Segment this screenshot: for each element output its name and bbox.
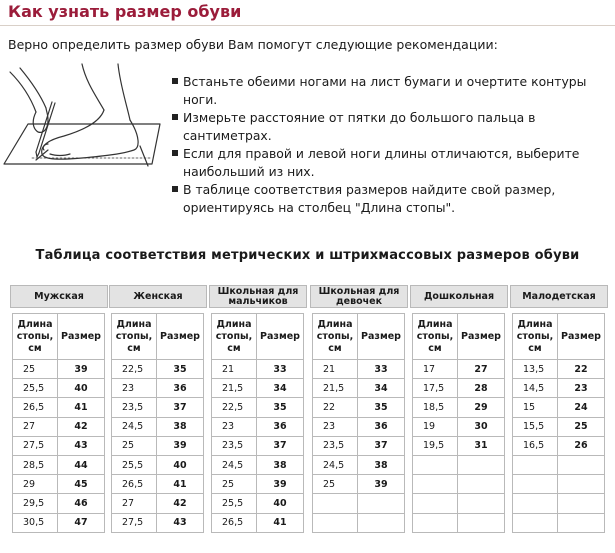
shoe-size-cell: 37 <box>157 398 204 417</box>
tip-text: В таблице соответствия размеров найдите свой размер, ориентируясь на столбец "Длина стопы". <box>183 182 556 215</box>
foot-length-cell: 23,5 <box>313 436 358 455</box>
table-row <box>513 475 605 494</box>
table-row <box>413 360 505 379</box>
shoe-size-cell <box>458 513 505 532</box>
size-table-title: Таблица соответствия метрических и штрихмассовых размеров обуви <box>35 248 580 263</box>
table-row <box>212 417 304 436</box>
table-row <box>212 436 304 455</box>
shoe-size-cell: 27 <box>458 360 505 379</box>
foot-length-cell: 14,5 <box>513 379 558 398</box>
shoe-size-cell <box>458 494 505 513</box>
shoe-size-cell: 41 <box>157 475 204 494</box>
shoe-size-cell: 35 <box>358 398 405 417</box>
table-row <box>112 455 204 474</box>
shoe-size-cell: 35 <box>157 360 204 379</box>
bullet-icon <box>172 150 178 156</box>
shoe-size-cell: 38 <box>257 455 304 474</box>
shoe-size-cell: 29 <box>458 398 505 417</box>
column-header-length: Длина стопы, см <box>513 314 558 360</box>
list-item <box>172 73 612 108</box>
shoe-size-cell: 40 <box>58 379 105 398</box>
size-table <box>412 313 505 533</box>
column-header-length: Длина стопы, см <box>313 314 358 360</box>
table-row <box>313 455 405 474</box>
shoe-size-cell: 33 <box>358 360 405 379</box>
column-header-size: Размер <box>157 314 204 360</box>
foot-length-cell: 15,5 <box>513 417 558 436</box>
foot-length-cell: 24,5 <box>212 455 257 474</box>
table-row <box>313 379 405 398</box>
shoe-size-cell: 41 <box>58 398 105 417</box>
size-group <box>410 285 508 452</box>
table-row <box>513 494 605 513</box>
foot-length-cell: 23 <box>212 417 257 436</box>
table-row <box>413 379 505 398</box>
table-row <box>313 360 405 379</box>
group-header: Малодетская <box>510 285 608 308</box>
foot-length-cell: 13,5 <box>513 360 558 379</box>
table-row <box>413 436 505 455</box>
shoe-size-cell: 37 <box>257 436 304 455</box>
table-row <box>212 379 304 398</box>
size-table <box>211 313 304 533</box>
shoe-size-cell: 35 <box>257 398 304 417</box>
foot-length-cell: 18,5 <box>413 398 458 417</box>
table-row <box>313 417 405 436</box>
shoe-size-cell <box>558 494 605 513</box>
shoe-size-cell: 39 <box>358 475 405 494</box>
foot-length-cell: 23 <box>313 417 358 436</box>
table-row <box>112 436 204 455</box>
tip-text: Если для правой и левой ноги длины отличаются, выберите наибольший из них. <box>183 146 580 179</box>
foot-length-cell: 28,5 <box>13 455 58 474</box>
table-row <box>212 494 304 513</box>
shoe-size-cell: 40 <box>157 455 204 474</box>
title-divider <box>0 25 615 26</box>
column-header-size: Размер <box>458 314 505 360</box>
foot-length-cell: 27,5 <box>13 436 58 455</box>
column-header-length: Длина стопы, см <box>13 314 58 360</box>
group-header: Школьная для мальчиков <box>209 285 307 308</box>
foot-length-cell: 22,5 <box>112 360 157 379</box>
foot-length-cell <box>513 455 558 474</box>
shoe-size-cell <box>458 475 505 494</box>
shoe-size-cell: 38 <box>157 417 204 436</box>
size-table <box>12 313 105 533</box>
shoe-size-cell: 30 <box>458 417 505 436</box>
table-row <box>413 513 505 532</box>
size-table <box>312 313 405 533</box>
foot-length-cell: 21 <box>313 360 358 379</box>
shoe-size-cell: 45 <box>58 475 105 494</box>
table-row <box>313 494 405 513</box>
shoe-size-cell: 41 <box>257 513 304 532</box>
foot-length-cell: 22 <box>313 398 358 417</box>
bullet-icon <box>172 78 178 84</box>
table-row <box>112 379 204 398</box>
shoe-size-cell: 38 <box>358 455 405 474</box>
shoe-size-cell <box>558 455 605 474</box>
size-table <box>111 313 204 533</box>
size-group <box>10 285 108 529</box>
foot-length-cell: 19,5 <box>413 436 458 455</box>
foot-length-cell: 25,5 <box>13 379 58 398</box>
foot-length-cell: 25,5 <box>112 455 157 474</box>
shoe-size-cell: 22 <box>558 360 605 379</box>
shoe-size-cell: 47 <box>58 513 105 532</box>
foot-length-cell <box>413 455 458 474</box>
foot-length-cell <box>413 494 458 513</box>
shoe-size-cell <box>558 475 605 494</box>
group-header: Женская <box>109 285 207 308</box>
foot-length-cell: 16,5 <box>513 436 558 455</box>
shoe-size-cell: 36 <box>358 417 405 436</box>
column-header-length: Длина стопы, см <box>413 314 458 360</box>
table-row <box>13 494 105 513</box>
foot-length-cell: 25 <box>13 360 58 379</box>
intro-text: Верно определить размер обуви Вам помогут следующие рекомендации: <box>8 37 498 52</box>
column-header-size: Размер <box>358 314 405 360</box>
shoe-size-cell: 43 <box>58 436 105 455</box>
foot-length-cell: 15 <box>513 398 558 417</box>
shoe-size-cell: 36 <box>157 379 204 398</box>
table-row <box>112 417 204 436</box>
shoe-size-cell: 39 <box>257 475 304 494</box>
foot-length-cell: 29,5 <box>13 494 58 513</box>
table-row <box>413 494 505 513</box>
table-row <box>313 513 405 532</box>
table-row <box>112 398 204 417</box>
table-row <box>13 379 105 398</box>
foot-length-cell: 23 <box>112 379 157 398</box>
foot-length-cell: 19 <box>413 417 458 436</box>
shoe-size-cell: 42 <box>157 494 204 513</box>
column-header-length: Длина стопы, см <box>112 314 157 360</box>
shoe-size-cell: 39 <box>157 436 204 455</box>
shoe-size-cell: 46 <box>58 494 105 513</box>
table-row <box>513 417 605 436</box>
shoe-size-cell: 44 <box>58 455 105 474</box>
table-row <box>513 455 605 474</box>
table-row <box>112 360 204 379</box>
shoe-size-cell: 25 <box>558 417 605 436</box>
table-row <box>13 455 105 474</box>
table-row <box>212 455 304 474</box>
table-row <box>212 513 304 532</box>
group-header: Школьная для девочек <box>310 285 408 308</box>
table-row <box>313 436 405 455</box>
foot-length-cell: 17,5 <box>413 379 458 398</box>
table-row <box>313 398 405 417</box>
foot-length-cell: 21,5 <box>212 379 257 398</box>
column-header-size: Размер <box>58 314 105 360</box>
foot-length-cell: 21,5 <box>313 379 358 398</box>
foot-tracing-illustration <box>0 62 168 182</box>
shoe-size-cell: 36 <box>257 417 304 436</box>
table-row <box>112 513 204 532</box>
foot-length-cell <box>513 513 558 532</box>
foot-length-cell: 27,5 <box>112 513 157 532</box>
foot-length-cell <box>413 475 458 494</box>
size-group <box>109 285 207 529</box>
table-row <box>212 360 304 379</box>
foot-length-cell: 30,5 <box>13 513 58 532</box>
recommendations-list <box>172 73 612 217</box>
foot-length-cell: 24,5 <box>313 455 358 474</box>
foot-length-cell: 26,5 <box>212 513 257 532</box>
group-header: Мужская <box>10 285 108 308</box>
shoe-size-cell: 26 <box>558 436 605 455</box>
foot-length-cell <box>513 475 558 494</box>
foot-length-cell <box>513 494 558 513</box>
table-row <box>212 475 304 494</box>
shoe-size-cell: 39 <box>58 360 105 379</box>
foot-length-cell: 21 <box>212 360 257 379</box>
table-row <box>413 475 505 494</box>
foot-length-cell: 25 <box>313 475 358 494</box>
foot-length-cell: 26,5 <box>112 475 157 494</box>
table-row <box>413 417 505 436</box>
table-row <box>212 398 304 417</box>
bullet-icon <box>172 114 178 120</box>
table-row <box>13 417 105 436</box>
table-row <box>13 436 105 455</box>
page-title: Как узнать размер обуви <box>8 2 242 21</box>
list-item <box>172 109 612 144</box>
column-header-length: Длина стопы, см <box>212 314 257 360</box>
table-row <box>413 398 505 417</box>
list-item <box>172 145 612 180</box>
size-group <box>209 285 307 529</box>
shoe-size-cell: 34 <box>257 379 304 398</box>
table-row <box>513 436 605 455</box>
list-item <box>172 181 612 216</box>
foot-length-cell: 22,5 <box>212 398 257 417</box>
size-group <box>310 285 408 490</box>
foot-length-cell: 25 <box>112 436 157 455</box>
table-row <box>13 475 105 494</box>
foot-length-cell: 26,5 <box>13 398 58 417</box>
foot-length-cell <box>413 513 458 532</box>
table-row <box>513 513 605 532</box>
shoe-size-cell: 31 <box>458 436 505 455</box>
foot-length-cell: 23,5 <box>212 436 257 455</box>
table-row <box>13 398 105 417</box>
foot-length-cell: 25,5 <box>212 494 257 513</box>
shoe-size-cell: 24 <box>558 398 605 417</box>
table-row <box>513 379 605 398</box>
column-header-size: Размер <box>257 314 304 360</box>
foot-length-cell <box>313 494 358 513</box>
size-table <box>512 313 605 533</box>
foot-length-cell: 25 <box>212 475 257 494</box>
table-row <box>513 398 605 417</box>
foot-length-cell: 24,5 <box>112 417 157 436</box>
shoe-size-cell <box>458 455 505 474</box>
foot-length-cell: 23,5 <box>112 398 157 417</box>
table-row <box>112 475 204 494</box>
shoe-size-cell: 23 <box>558 379 605 398</box>
table-row <box>413 455 505 474</box>
table-row <box>513 360 605 379</box>
bullet-icon <box>172 186 178 192</box>
shoe-size-cell: 40 <box>257 494 304 513</box>
foot-length-cell: 29 <box>13 475 58 494</box>
shoe-size-cell <box>358 494 405 513</box>
column-header-size: Размер <box>558 314 605 360</box>
foot-length-cell: 17 <box>413 360 458 379</box>
shoe-size-cell: 37 <box>358 436 405 455</box>
shoe-size-cell: 33 <box>257 360 304 379</box>
shoe-size-cell: 42 <box>58 417 105 436</box>
foot-length-cell: 27 <box>112 494 157 513</box>
size-group <box>510 285 608 452</box>
foot-length-cell <box>313 513 358 532</box>
group-header: Дошкольная <box>410 285 508 308</box>
tip-text: Измерьте расстояние от пятки до большого пальца в сантиметрах. <box>183 110 536 143</box>
shoe-size-cell <box>558 513 605 532</box>
tip-text: Встаньте обеими ногами на лист бумаги и очертите контуры ноги. <box>183 74 587 107</box>
shoe-size-cell <box>358 513 405 532</box>
shoe-size-cell: 34 <box>358 379 405 398</box>
shoe-size-cell: 28 <box>458 379 505 398</box>
table-row <box>112 494 204 513</box>
table-row <box>313 475 405 494</box>
table-row <box>13 360 105 379</box>
shoe-size-cell: 43 <box>157 513 204 532</box>
table-row <box>13 513 105 532</box>
foot-length-cell: 27 <box>13 417 58 436</box>
